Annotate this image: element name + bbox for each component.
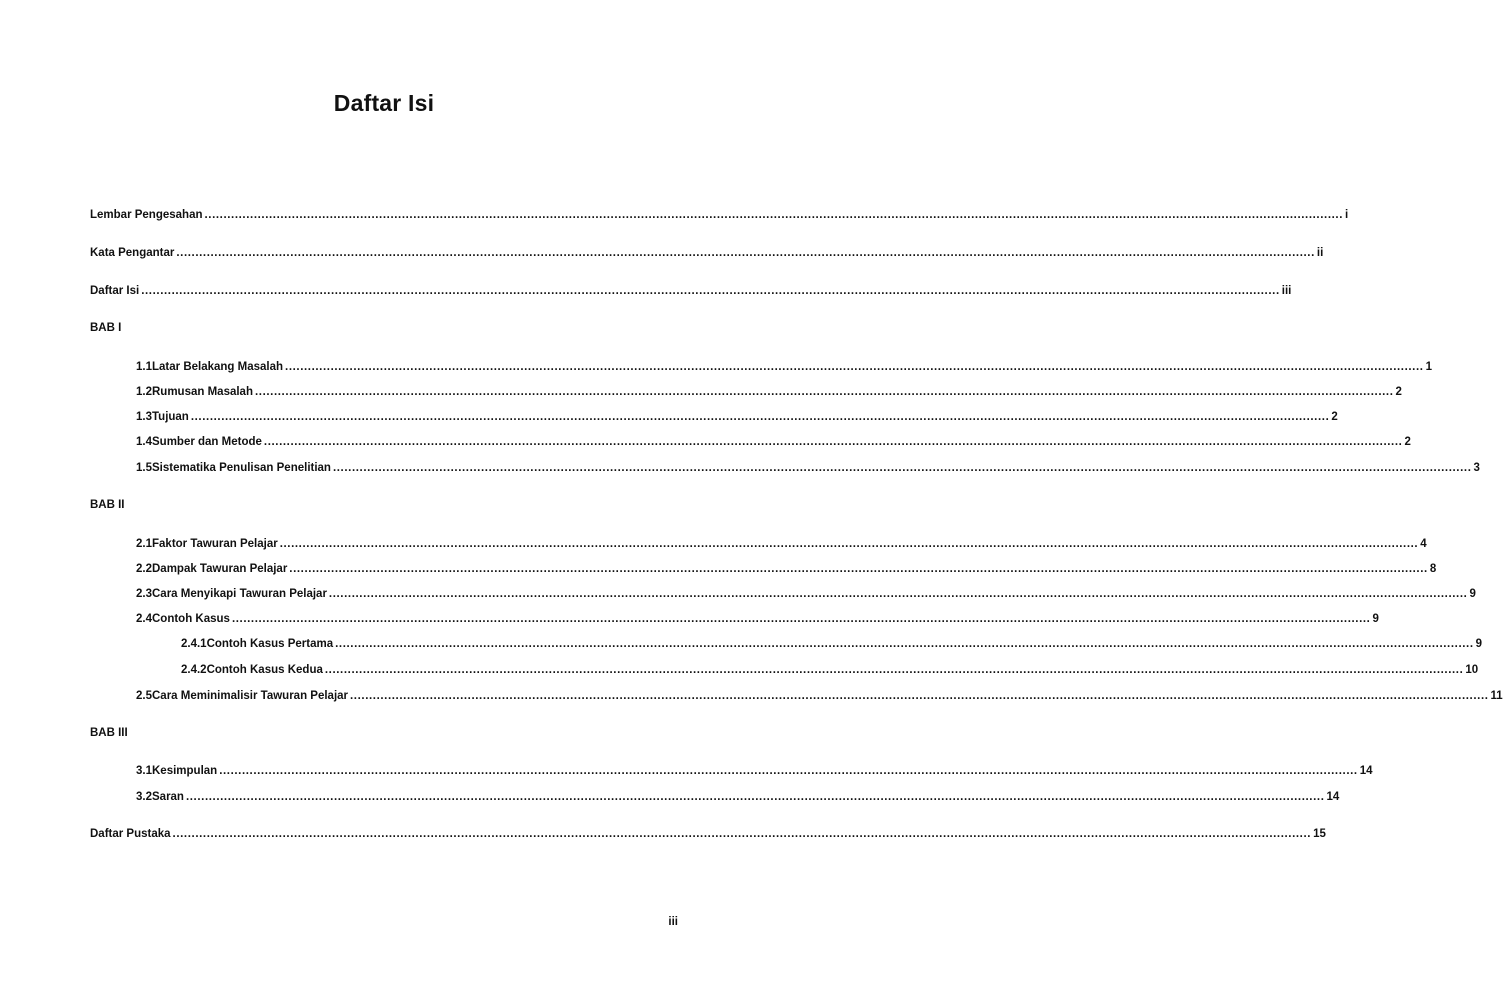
toc-entry-label: Faktor Tawuran Pelajar: [152, 538, 278, 550]
toc-entry-page: 2: [1404, 436, 1411, 448]
toc-entry-1-2[interactable]: [136, 384, 1402, 400]
dot-leader: ............................................................................................................................................................................................................................................................................................................: [324, 664, 1464, 676]
page-number: iii: [668, 916, 678, 928]
toc-entry-2-5[interactable]: [136, 688, 1503, 704]
dot-leader: ............................................................................................................................................................................................................................................................................................................: [141, 285, 1280, 297]
toc-entry-page: 4: [1420, 538, 1427, 550]
toc-entry-page: i: [1345, 209, 1349, 221]
toc-entry-label: Kesimpulan: [152, 765, 218, 777]
toc-entry-page: 11: [1490, 690, 1503, 702]
chapter-heading-bab-3: BAB III: [90, 727, 128, 739]
toc-entry-page: 2: [1395, 386, 1402, 398]
toc-entry-page: 3: [1473, 462, 1480, 474]
toc-entry-1-1[interactable]: [136, 359, 1432, 375]
toc-entry-number: 1.3: [136, 411, 152, 423]
toc-entry-page: 9: [1475, 638, 1483, 650]
toc-entry-page: 10: [1465, 664, 1479, 676]
toc-entry-1-4[interactable]: [136, 434, 1411, 450]
toc-entry-label: Tujuan: [152, 411, 189, 423]
dot-leader: ............................................................................................................................................................................................................................................................................................................: [328, 588, 1468, 600]
dot-leader: ............................................................................................................................................................................................................................................................................................................: [185, 791, 1325, 803]
toc-entry-page: 14: [1359, 765, 1373, 777]
dot-leader: ............................................................................................................................................................................................................................................................................................................: [335, 638, 1474, 650]
toc-entry-page: 15: [1313, 828, 1326, 840]
toc-entry-label: Dampak Tawuran Pelajar: [152, 563, 288, 575]
toc-entry-page: 9: [1469, 588, 1476, 600]
dot-leader: ............................................................................................................................................................................................................................................................................................................: [176, 247, 1315, 259]
toc-entry-number: 1.4: [136, 436, 152, 448]
toc-entry-page: 8: [1429, 563, 1437, 575]
page-title: Daftar Isi: [333, 90, 435, 116]
toc-entry-number: 2.3: [136, 588, 152, 600]
dot-leader: ............................................................................................................................................................................................................................................................................................................: [350, 690, 1489, 702]
dot-leader: ............................................................................................................................................................................................................................................................................................................: [231, 613, 1371, 625]
toc-entry-daftar-isi[interactable]: [90, 283, 1292, 299]
chapter-heading-bab-1: BAB I: [90, 322, 122, 334]
dot-leader: ............................................................................................................................................................................................................................................................................................................: [289, 563, 1428, 575]
toc-entry-label: Contoh Kasus: [152, 613, 230, 625]
toc-entry-2-1[interactable]: [136, 536, 1427, 552]
toc-entry-1-3[interactable]: [136, 409, 1338, 425]
toc-entry-label: Sumber dan Metode: [152, 436, 262, 448]
toc-entry-3-1[interactable]: [136, 763, 1373, 779]
dot-leader: ............................................................................................................................................................................................................................................................................................................: [172, 828, 1312, 840]
toc-entry-number: 2.4.2: [181, 664, 207, 676]
toc-entry-kata-pengantar[interactable]: [90, 245, 1324, 261]
toc-entry-number: 2.1: [136, 538, 152, 550]
toc-entry-label: Saran: [152, 791, 184, 803]
toc-entry-number: 1.5: [136, 462, 152, 474]
toc-entry-daftar-pustaka[interactable]: [90, 826, 1326, 842]
dot-leader: ............................................................................................................................................................................................................................................................................................................: [190, 411, 1330, 423]
toc-entry-label: Sistematika Penulisan Penelitian: [152, 462, 331, 474]
toc-entry-label: Cara Menyikapi Tawuran Pelajar: [152, 588, 327, 600]
toc-entry-number: 1.1: [136, 361, 152, 373]
toc-entry-1-5[interactable]: [136, 460, 1480, 476]
toc-entry-label: Lembar Pengesahan: [90, 209, 203, 221]
dot-leader: ............................................................................................................................................................................................................................................................................................................: [219, 765, 1358, 777]
toc-entry-label: Contoh Kasus Kedua: [206, 664, 323, 676]
toc-entry-2-3[interactable]: [136, 586, 1476, 602]
toc-entry-lembar-pengesahan[interactable]: [90, 207, 1349, 223]
toc-entry-2-4-1[interactable]: [181, 636, 1483, 652]
toc-entry-2-4-2[interactable]: [181, 662, 1479, 678]
toc-entry-label: Kata Pengantar: [90, 247, 175, 259]
toc-entry-label: Rumusan Masalah: [152, 386, 253, 398]
toc-entry-page: iii: [1281, 285, 1292, 297]
toc-entry-number: 2.4.1: [181, 638, 207, 650]
chapter-heading-bab-2: BAB II: [90, 499, 125, 511]
toc-entry-label: Cara Meminimalisir Tawuran Pelajar: [152, 690, 349, 702]
toc-entry-number: 2.5: [136, 690, 152, 702]
toc-entry-3-2[interactable]: [136, 789, 1340, 805]
dot-leader: ............................................................................................................................................................................................................................................................................................................: [332, 462, 1472, 474]
dot-leader: ............................................................................................................................................................................................................................................................................................................: [279, 538, 1419, 550]
toc-entry-number: 1.2: [136, 386, 152, 398]
toc-entry-page: ii: [1316, 247, 1324, 259]
toc-entry-page: 2: [1331, 411, 1338, 423]
toc-entry-label: Contoh Kasus Pertama: [206, 638, 334, 650]
toc-entry-2-4[interactable]: [136, 611, 1379, 627]
toc-entry-page: 14: [1326, 791, 1340, 803]
toc-entry-2-2[interactable]: [136, 561, 1437, 577]
toc-entry-page: 1: [1425, 361, 1432, 373]
dot-leader: ............................................................................................................................................................................................................................................................................................................: [285, 361, 1424, 373]
dot-leader: ............................................................................................................................................................................................................................................................................................................: [263, 436, 1403, 448]
toc-entry-label: Daftar Isi: [90, 285, 140, 297]
toc-entry-number: 3.1: [136, 765, 152, 777]
toc-entry-number: 2.4: [136, 613, 152, 625]
dot-leader: ............................................................................................................................................................................................................................................................................................................: [204, 209, 1344, 221]
dot-leader: ............................................................................................................................................................................................................................................................................................................: [254, 386, 1394, 398]
toc-entry-page: 9: [1372, 613, 1379, 625]
toc-entry-label: Latar Belakang Masalah: [152, 361, 284, 373]
toc-entry-label: Daftar Pustaka: [90, 828, 171, 840]
toc-entry-number: 2.2: [136, 563, 152, 575]
toc-entry-number: 3.2: [136, 791, 152, 803]
